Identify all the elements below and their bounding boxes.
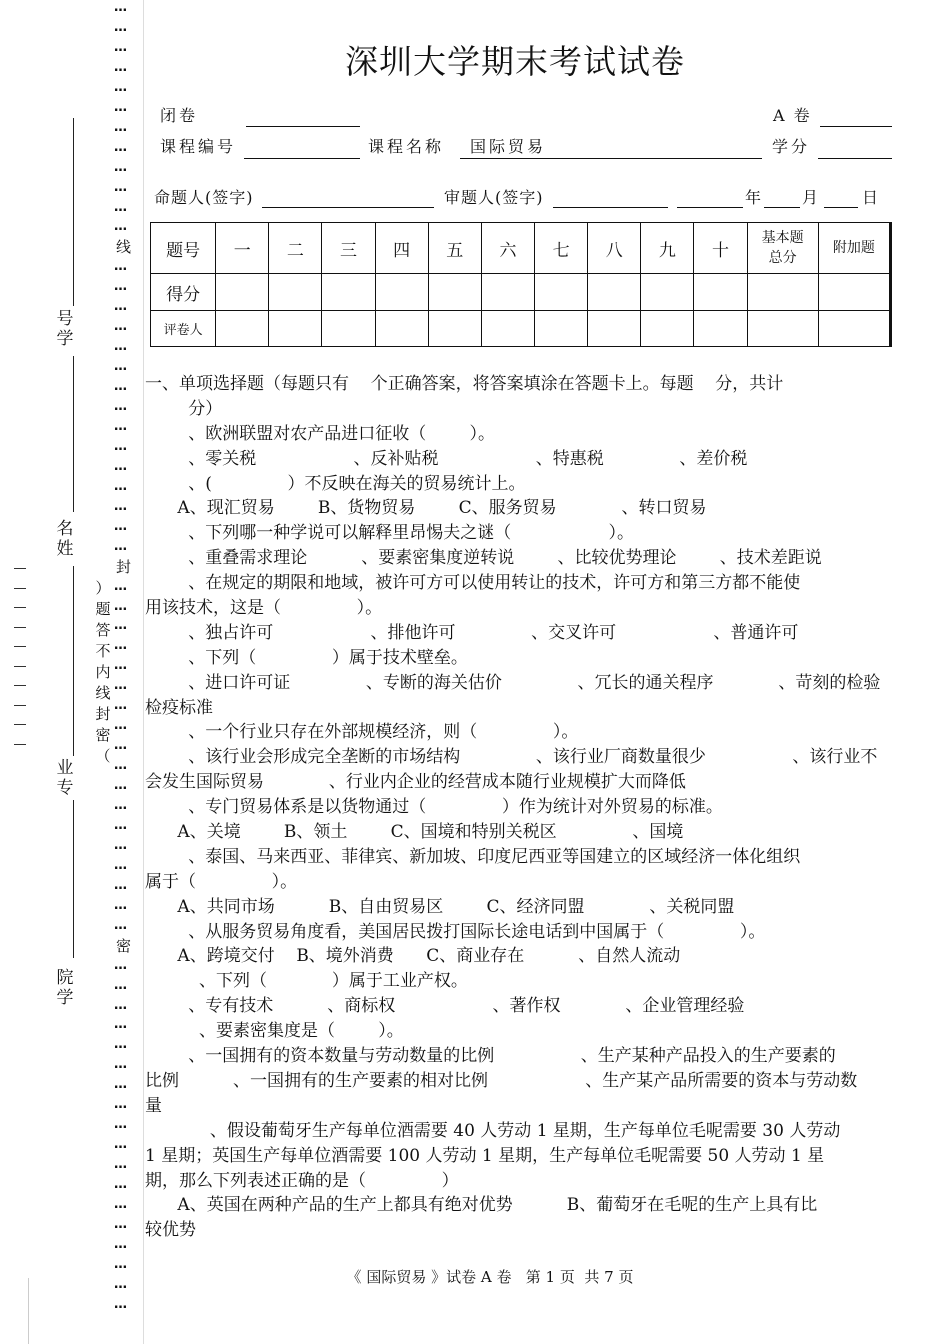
question-line: 、下列（ ）属于技术壁垒。: [145, 647, 468, 668]
binding-dots: …: [114, 139, 128, 155]
binding-dots: …: [114, 1236, 128, 1252]
binding-dots: …: [114, 339, 128, 355]
question-line: 、一国拥有的资本数量与劳动数量的比例 、生产某种产品投入的生产要素的: [145, 1046, 836, 1067]
binding-dots: …: [114, 1177, 128, 1193]
question-line: 、重叠需求理论 、要素密集度逆转说 、比较优势理论 、技术差距说: [145, 548, 822, 569]
question-line: 检疫标准: [145, 697, 213, 718]
binding-dots: …: [114, 1137, 128, 1153]
grader-cell[interactable]: [588, 311, 641, 347]
table-header-cell: 十: [694, 223, 747, 274]
basic-total-header: 基本题 总分: [747, 223, 818, 274]
binding-dots: …: [114, 399, 128, 414]
score-row: [151, 274, 891, 311]
question-line: A、现汇贸易 B、货物贸易 C、服务贸易 、转口贸易: [145, 498, 707, 519]
binding-dots: …: [114, 598, 128, 614]
binding-dots: …: [114, 897, 128, 913]
binding-dots: …: [114, 1197, 128, 1212]
table-header-cell: 八: [588, 223, 641, 274]
score-cell[interactable]: [535, 274, 588, 311]
binding-dots: …: [114, 458, 128, 474]
student-id-label: 号 学: [56, 309, 74, 349]
score-cell[interactable]: [818, 274, 890, 311]
seal-note: ） 题 答 不 内 线 封 密 （: [95, 579, 111, 765]
question-number-row: [151, 223, 891, 274]
grader-cell[interactable]: [322, 311, 375, 347]
binding-dots: …: [114, 718, 128, 734]
question-line: 、( ）不反映在海关的贸易统计上。: [145, 473, 526, 494]
binding-dots: …: [114, 798, 128, 813]
binding-dots: …: [114, 977, 128, 993]
binding-rule-right: [143, 0, 144, 1344]
name-label: 名 姓: [56, 519, 74, 559]
question-line: 、独占许可 、排他许可 、交叉许可 、普通许可: [145, 622, 799, 643]
binding-dots: …: [114, 59, 128, 75]
question-line: 、从服务贸易角度看，美国居民拨打国际长途电话到中国属于（ ）。: [145, 921, 766, 942]
binding-dots: …: [114, 758, 128, 774]
table-header-cell: 二: [269, 223, 322, 274]
binding-seal-word: 密: [116, 936, 133, 955]
binding-dash: [14, 724, 26, 725]
grader-cell[interactable]: [535, 311, 588, 347]
binding-dots: …: [114, 19, 128, 35]
binding-dots: …: [114, 1256, 128, 1272]
grader-cell[interactable]: [216, 311, 269, 347]
grader-cell[interactable]: [375, 311, 428, 347]
grader-cell[interactable]: [641, 311, 694, 347]
binding-rule: [73, 800, 74, 958]
year-label: 年: [745, 188, 765, 207]
question-line: 、欧洲联盟对农产品进口征收（ ）。: [145, 423, 495, 444]
binding-dots: …: [114, 1276, 128, 1292]
binding-dots: …: [114, 877, 128, 893]
course-name-value: 国际贸易: [470, 137, 547, 156]
binding-dots: …: [114, 738, 128, 754]
binding-dash: [14, 607, 26, 608]
year-field[interactable]: [677, 207, 743, 208]
course-name-label: 课程名称: [368, 137, 445, 156]
binding-dots: …: [114, 299, 128, 315]
exam-title: 深圳大学期末考试试卷: [345, 42, 685, 81]
binding-seal-word: 线: [116, 238, 133, 257]
paper-version-label: A 卷: [773, 106, 812, 125]
binding-dash: [14, 568, 26, 569]
score-table: [150, 222, 892, 347]
college-label: 院 学: [56, 968, 74, 1008]
question-line: A、英国在两种产品的生产上都具有绝对优势 B、葡萄牙在毛呢的生产上具有比: [145, 1195, 818, 1216]
question-line: 比例 、一国拥有的生产要素的相对比例 、生产某产品所需要的资本与劳动数: [145, 1070, 858, 1091]
question-line: 、下列哪一种学说可以解释里昂惕夫之谜（ ）。: [145, 523, 634, 544]
grader-row-label: 评卷人: [151, 311, 216, 347]
month-label: 月: [802, 188, 822, 207]
question-line: 、专门贸易体系是以货物通过（ ）作为统计对外贸易的标准。: [145, 797, 723, 818]
score-cell[interactable]: [375, 274, 428, 311]
binding-dots: …: [114, 0, 128, 15]
binding-dots: …: [114, 1157, 128, 1173]
question-line: 、进口许可证 、专断的海关估价 、冗长的通关程序 、苛刻的检验: [145, 672, 881, 693]
binding-dash: [14, 588, 26, 589]
grader-cell[interactable]: [269, 311, 322, 347]
question-line: 、要素密集度是（ ）。: [145, 1021, 404, 1042]
binding-rule: [73, 356, 74, 512]
binding-dots: …: [114, 438, 128, 454]
grader-row: [151, 311, 891, 347]
binding-dots: …: [114, 698, 128, 714]
question-line: 会发生国际贸易 、行业内企业的经营成本随行业规模扩大而降低: [145, 772, 686, 793]
question-line: 较优势: [145, 1220, 196, 1241]
binding-dots: …: [114, 618, 128, 634]
month-field[interactable]: [764, 207, 800, 208]
table-header-cell: 七: [535, 223, 588, 274]
table-header-cell: 一: [216, 223, 269, 274]
binding-dots: …: [114, 538, 128, 554]
reviewer-signature-field[interactable]: [553, 207, 668, 208]
table-header-cell: 五: [428, 223, 481, 274]
binding-dash: [14, 744, 26, 745]
question-line: 用该技术，这是（ ）。: [145, 598, 383, 619]
score-cell[interactable]: [588, 274, 641, 311]
question-section: [145, 372, 887, 1243]
binding-dots: …: [114, 1296, 128, 1312]
day-field[interactable]: [824, 207, 858, 208]
binding-dots: …: [114, 1097, 128, 1113]
binding-dots: …: [114, 498, 128, 514]
credit-field[interactable]: [818, 158, 892, 159]
score-cell[interactable]: [269, 274, 322, 311]
table-header-cell: 三: [322, 223, 375, 274]
binding-dots: …: [114, 199, 128, 215]
major-label: 业 专: [56, 758, 74, 798]
question-line: 一、单项选择题（每题只有 个正确答案，将答案填涂在答题卡上。每题 分，共计: [145, 374, 784, 394]
question-line: 、专有技术 、商标权 、著作权 、企业管理经验: [145, 996, 745, 1017]
question-line: 、零关税 、反补贴税 、特惠税 、差价税: [145, 448, 748, 469]
binding-dots: …: [114, 917, 128, 933]
binding-dash: [14, 666, 26, 667]
question-line: 量: [145, 1095, 162, 1116]
setter-signature-field[interactable]: [262, 207, 434, 208]
course-name-underline: [460, 158, 762, 159]
binding-dots: …: [114, 1017, 128, 1033]
bonus-header: 附加题: [818, 223, 890, 274]
score-cell[interactable]: [641, 274, 694, 311]
binding-dash: [14, 646, 26, 647]
question-line: 属于（ ）。: [145, 871, 298, 892]
course-code-field-line2: [244, 158, 360, 159]
binding-dots: …: [114, 379, 128, 395]
table-header-cell: 六: [481, 223, 534, 274]
binding-seal-word: 封: [116, 557, 133, 576]
grader-cell[interactable]: [428, 311, 481, 347]
binding-dots: …: [114, 837, 128, 853]
score-cell[interactable]: [481, 274, 534, 311]
binding-dots: …: [114, 219, 128, 235]
binding-dots: …: [114, 319, 128, 335]
score-row-label: 得分: [151, 274, 216, 311]
binding-dots: …: [114, 518, 128, 534]
page-footer: 《 国际贸易 》试卷 A 卷 第 1 页 共 7 页: [346, 1268, 634, 1286]
score-cell[interactable]: [428, 274, 481, 311]
binding-dots: …: [114, 997, 128, 1013]
question-line: A、跨境交付 B、境外消费 C、商业存在 、自然人流动: [145, 946, 681, 967]
score-cell[interactable]: [322, 274, 375, 311]
reviewer-label: 审题人(签字): [444, 188, 544, 207]
setter-label: 命题人(签字): [154, 188, 254, 207]
binding-dots: …: [114, 478, 128, 494]
course-code-field[interactable]: [246, 126, 360, 127]
binding-dots: …: [114, 39, 128, 55]
closed-book-label: 闭卷: [160, 106, 199, 125]
credit-label: 学分: [772, 137, 811, 156]
question-line: 、下列（ ）属于工业产权。: [145, 971, 468, 992]
binding-dash: [14, 685, 26, 686]
binding-dash: [14, 705, 26, 706]
binding-dots: …: [114, 79, 128, 95]
binding-dots: …: [114, 99, 128, 115]
question-line: 、该行业会形成完全垄断的市场结构 、该行业厂商数量很少 、该行业不: [145, 747, 878, 768]
table-header-cell: 题号: [151, 223, 216, 274]
binding-rule: [73, 118, 74, 306]
grader-cell[interactable]: [694, 311, 747, 347]
question-line: 1 星期；英国生产每单位酒需要 100 人劳动 1 星期，生产每单位毛呢需要 50 人劳动 1 星: [145, 1145, 825, 1166]
corner-margin: [0, 1278, 29, 1344]
binding-dots: …: [114, 359, 128, 375]
question-line: 、一个行业只存在外部规模经济，则（ ）。: [145, 722, 579, 743]
question-line: 期，那么下列表述正确的是（ ）: [145, 1170, 459, 1191]
question-line: 、假设葡萄牙生产每单位酒需要 40 人劳动 1 星期，生产每单位毛呢需要 30 人劳动: [145, 1120, 841, 1141]
binding-dots: …: [114, 259, 128, 275]
binding-dots: …: [114, 179, 128, 195]
binding-dash: [14, 627, 26, 628]
grader-cell[interactable]: [747, 311, 818, 347]
binding-dots: …: [114, 159, 128, 175]
table-header-cell: 九: [641, 223, 694, 274]
binding-dots: …: [114, 1216, 128, 1232]
day-label: 日: [862, 188, 882, 207]
binding-dots: …: [114, 1057, 128, 1073]
binding-dots: …: [114, 1117, 128, 1133]
question-line: 、在规定的期限和地域，被许可方可以使用转让的技术，许可方和第三方都不能使: [145, 573, 801, 594]
course-code-label: 课程编号: [160, 137, 237, 156]
binding-dots: …: [114, 817, 128, 833]
binding-dots: …: [114, 1037, 128, 1053]
score-cell[interactable]: [694, 274, 747, 311]
binding-dots: …: [114, 857, 128, 873]
binding-dots: …: [114, 418, 128, 434]
question-line: A、关境 B、领土 C、国境和特别关税区 、国境: [145, 822, 684, 843]
grader-cell[interactable]: [481, 311, 534, 347]
question-line: 、泰国、马来西亚、菲律宾、新加坡、印度尼西亚等国建立的区域经济一体化组织: [145, 846, 801, 867]
table-header-cell: 四: [375, 223, 428, 274]
question-line: A、共同市场 B、自由贸易区 C、经济同盟 、关税同盟: [145, 896, 735, 917]
score-cell[interactable]: [747, 274, 818, 311]
binding-dots: …: [114, 119, 128, 135]
binding-dots: …: [114, 658, 128, 674]
version-underline: [820, 126, 892, 127]
binding-dots: …: [114, 279, 128, 295]
binding-dots: …: [114, 957, 128, 973]
binding-dots: …: [114, 638, 128, 654]
binding-rule: [73, 566, 74, 756]
binding-dots: …: [114, 578, 128, 594]
binding-dots: …: [114, 678, 128, 694]
grader-cell[interactable]: [818, 311, 890, 347]
binding-dots: …: [114, 778, 128, 794]
binding-dots: …: [114, 1077, 128, 1093]
score-cell[interactable]: [216, 274, 269, 311]
question-line: 分）: [145, 398, 223, 419]
